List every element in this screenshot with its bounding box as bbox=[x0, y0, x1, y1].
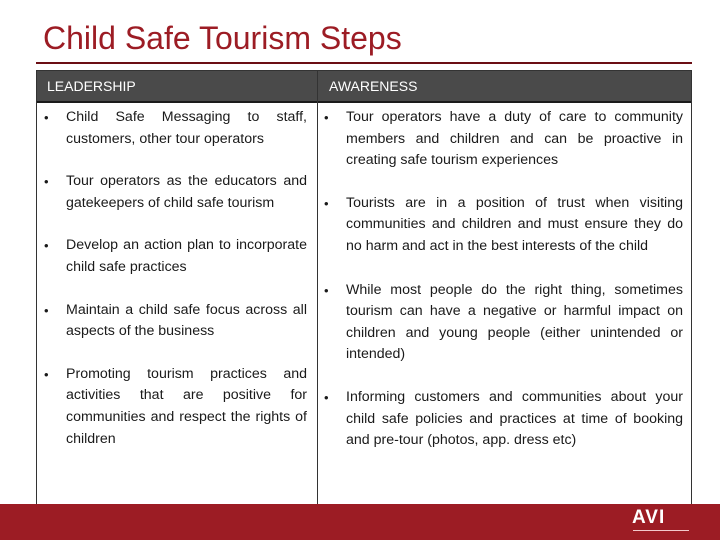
leadership-item: • Child Safe Messaging to staff, customers, other tour operators bbox=[41, 107, 307, 150]
leadership-item: • Promoting tourism practices and activities that are positive for communities and respect the rights of children bbox=[41, 364, 307, 450]
leadership-item: • Develop an action plan to incorporate child safe practices bbox=[41, 235, 307, 278]
leadership-header: LEADERSHIP bbox=[37, 71, 317, 103]
awareness-item: • While most people do the right thing, sometimes tourism can have a negative or harmful impact on children and young people (either unintended or intended) bbox=[321, 280, 683, 366]
awareness-header: AWARENESS bbox=[318, 71, 691, 103]
title-divider bbox=[36, 62, 692, 64]
awareness-item: • Informing customers and communities about your child safe policies and practices at time of booking and pre-tour (photos, app. dress etc) bbox=[321, 387, 683, 452]
leadership-item: • Tour operators as the educators and gatekeepers of child safe tourism bbox=[41, 171, 307, 214]
steps-table bbox=[36, 70, 692, 540]
logo-tagline-line bbox=[633, 530, 689, 534]
awareness-column bbox=[321, 107, 683, 452]
leadership-item: • Maintain a child safe focus across all aspects of the business bbox=[41, 300, 307, 343]
awareness-item: • Tourists are in a position of trust when visiting communities and children and must ensure they do no harm and act in the best interests of the child bbox=[321, 193, 683, 258]
logo-text: AVI bbox=[632, 507, 666, 528]
awareness-item: • Tour operators have a duty of care to community members and children and can be proactive in creating safe tourism experiences bbox=[321, 107, 683, 172]
page-title: Child Safe Tourism Steps bbox=[43, 20, 402, 56]
column-divider bbox=[317, 71, 318, 539]
footer-bar bbox=[0, 504, 720, 540]
avi-logo bbox=[632, 508, 692, 538]
leadership-column bbox=[41, 107, 307, 450]
